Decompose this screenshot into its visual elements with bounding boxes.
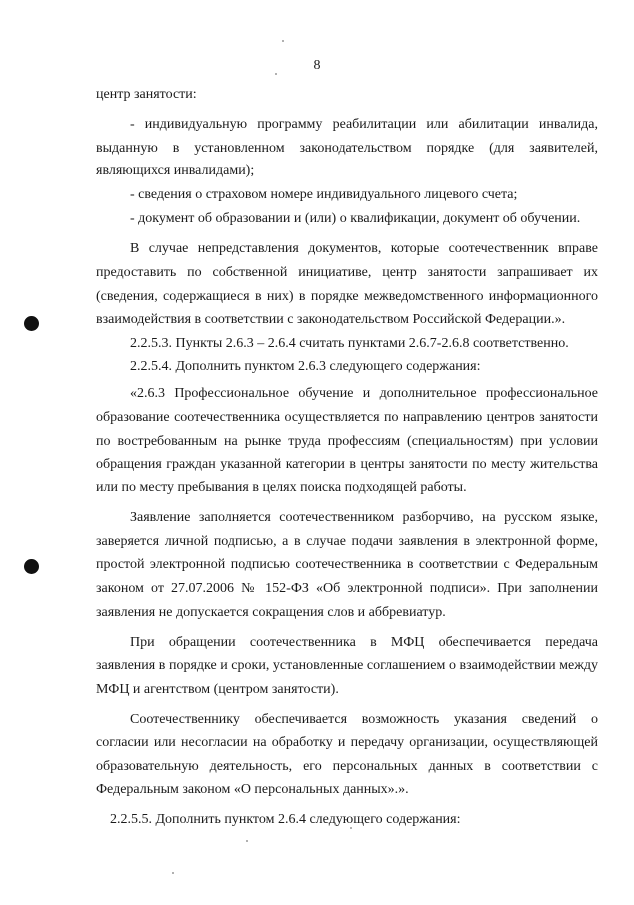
scan-speck (172, 872, 174, 874)
text-line: образование соотечественника осуществляется по направлению центров занятости (96, 410, 598, 425)
text-line: взаимодействия в соответствии с законодательством Российской Федерации.». (96, 312, 566, 327)
text-line: простой электронной подписью соотечественника в соответствии с Федеральным (96, 557, 598, 572)
scan-speck (350, 827, 352, 829)
text-line: или по месту пребывания в целях поиска подходящей работы. (96, 480, 467, 495)
text-line: 2.2.5.5. Дополнить пунктом 2.6.4 следующего содержания: (110, 812, 461, 827)
text-line: - документ об образовании и (или) о квалификации, документ об обучении. (130, 211, 581, 226)
text-line: 2.2.5.3. Пункты 2.6.3 – 2.6.4 считать пунктами 2.6.7-2.6.8 соответственно. (130, 336, 569, 351)
text-line: При обращении соотечественника в МФЦ обеспечивается передача (130, 635, 598, 650)
text-line: - индивидуальную программу реабилитации или абилитации инвалида, (130, 117, 598, 132)
text-line: 2.2.5.4. Дополнить пунктом 2.6.3 следующего содержания: (130, 359, 481, 374)
text-line: центр занятости: (96, 87, 197, 102)
text-line: выданную в установленном законодательством порядке (для заявителей, (96, 141, 598, 156)
text-line: Заявление заполняется соотечественником разборчиво, на русском языке, (130, 510, 598, 525)
scan-speck (282, 40, 284, 42)
text-line: обращения граждан указанной категории в центры занятости по месту жительства (96, 457, 598, 472)
text-line: по востребованным на рынке труда профессиям (специальностям) при условии (96, 434, 598, 449)
text-line: МФЦ и агентством (центром занятости). (96, 682, 339, 697)
text-line: Федеральным законом «О персональных данных».». (96, 782, 409, 797)
punch-hole (24, 316, 39, 331)
text-line: Соотечественнику обеспечивается возможность указания сведений о (130, 712, 598, 727)
text-line: предоставить по собственной инициативе, центр занятости запрашивает их (96, 265, 598, 280)
punch-hole (24, 559, 39, 574)
text-line: В случае непредставления документов, которые соотечественник вправе (130, 241, 598, 256)
scan-speck (275, 73, 277, 75)
text-line: заявления в порядке и сроки, установленные соглашением о взаимодействии между (96, 658, 598, 673)
text-line: «2.6.3 Профессиональное обучение и дополнительное профессиональное (130, 386, 598, 401)
text-line: законом от 27.07.2006 № 152-ФЗ «Об электронной подписи». При заполнении (96, 581, 598, 596)
scan-speck (246, 840, 248, 842)
text-line: согласии или несогласии на обработку и передачу организации, осуществляющей (96, 735, 598, 750)
page-number: 8 (313, 58, 321, 73)
text-line: заверяется личной подписью, а в случае подачи заявления в электронной форме, (96, 534, 598, 549)
text-line: - сведения о страховом номере индивидуального лицевого счета; (130, 187, 518, 202)
text-line: являющихся инвалидами); (96, 163, 255, 178)
text-line: (сведения, содержащиеся в них) в порядке межведомственного информационного (96, 289, 598, 304)
text-line: образовательную деятельность, его персональных данных в соответствии с (96, 759, 598, 774)
text-line: заявления не допускается сокращения слов и аббревиатур. (96, 605, 446, 620)
